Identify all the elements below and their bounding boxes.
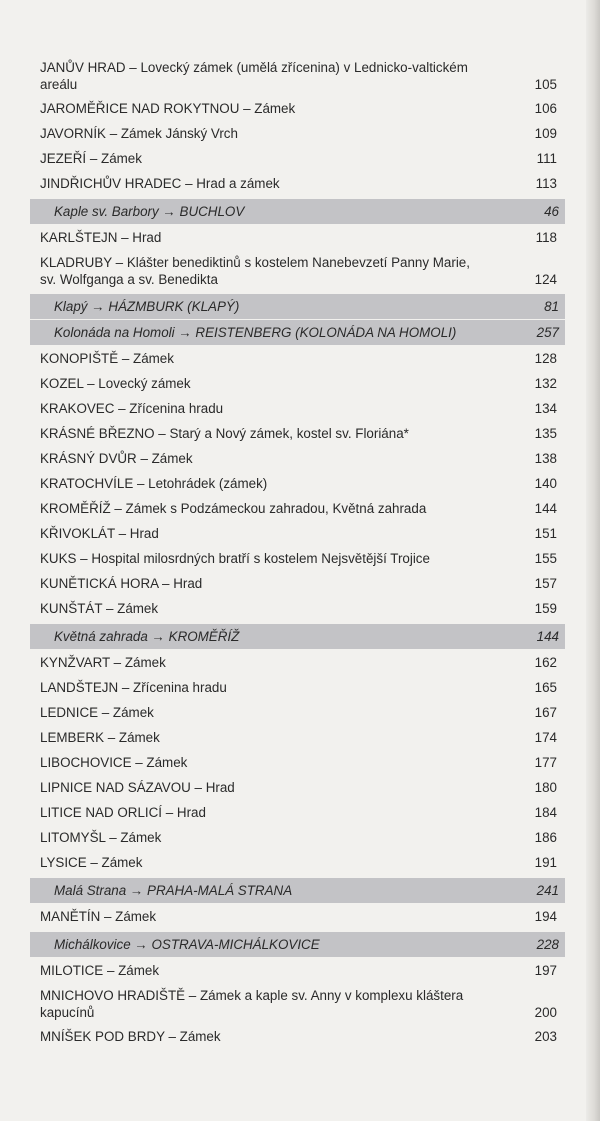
page-number: 197 — [534, 963, 557, 978]
entry-title: KŘIVOKLÁT – Hrad — [40, 526, 159, 541]
cross-reference-row — [30, 624, 565, 649]
cross-reference-text: Kolonáda na Homoli → REISTENBERG (KOLONÁDA NA HOMOLI) — [54, 325, 457, 340]
index-entry — [30, 985, 565, 1026]
page-number: 151 — [534, 526, 557, 541]
index-entry — [30, 548, 565, 573]
index-entry — [30, 98, 565, 123]
page-number: 167 — [534, 705, 557, 720]
index-entry — [30, 523, 565, 548]
entry-title: KYNŽVART – Zámek — [40, 655, 166, 670]
index-entry — [30, 906, 565, 931]
entry-title: LYSICE – Zámek — [40, 855, 143, 870]
cross-reference-row — [30, 199, 565, 224]
entry-title: LEMBERK – Zámek — [40, 730, 160, 745]
page-number: 128 — [534, 351, 557, 366]
page-number: 186 — [534, 830, 557, 845]
index-entry — [30, 348, 565, 373]
entry-title: JAROMĚŘICE NAD ROKYTNOU – Zámek — [40, 101, 296, 116]
index-entry — [30, 148, 565, 173]
entry-title: KRÁSNÝ DVŮR – Zámek — [40, 451, 193, 466]
index-entry — [30, 423, 565, 448]
page-number: 144 — [534, 501, 557, 516]
entry-title: KROMĚŘÍŽ – Zámek s Podzámeckou zahradou, Květná zahrada — [40, 501, 427, 516]
page-number: 241 — [536, 883, 559, 898]
index-entry — [30, 173, 565, 198]
index-entry — [30, 598, 565, 623]
page-number: 81 — [544, 299, 559, 314]
index-entry — [30, 448, 565, 473]
page-number: 46 — [544, 204, 559, 219]
index-entry — [30, 57, 565, 98]
page-number: 138 — [534, 451, 557, 466]
cross-reference-text: Michálkovice → OSTRAVA-MICHÁLKOVICE — [54, 937, 320, 952]
page-number: 132 — [534, 376, 557, 391]
entry-title: LIPNICE NAD SÁZAVOU – Hrad — [40, 780, 235, 795]
entry-title: KRÁSNÉ BŘEZNO – Starý a Nový zámek, kostel sv. Floriána* — [40, 426, 409, 441]
entry-title: KUKS – Hospital milosrdných bratří s kostelem Nejsvětější Trojice — [40, 551, 430, 566]
index-entry — [30, 123, 565, 148]
index-entry — [30, 398, 565, 423]
page-number: 257 — [536, 325, 559, 340]
cross-reference-text: Květná zahrada → KROMĚŘÍŽ — [54, 629, 240, 644]
page-number: 134 — [534, 401, 557, 416]
page-number: 140 — [534, 476, 557, 491]
entry-title: MILOTICE – Zámek — [40, 963, 160, 978]
page-number: 144 — [536, 629, 559, 644]
index-entry — [30, 677, 565, 702]
page-number: 165 — [534, 680, 557, 695]
page-number: 191 — [534, 855, 557, 870]
page-number: 118 — [535, 230, 557, 245]
entry-title: LITICE NAD ORLICÍ – Hrad — [40, 805, 206, 820]
index-entry — [30, 473, 565, 498]
index-entry — [30, 827, 565, 852]
page-number: 124 — [534, 272, 557, 287]
entry-title: KOZEL – Lovecký zámek — [40, 376, 191, 391]
cross-reference-text: Klapý → HÁZMBURK (KLAPÝ) — [54, 299, 240, 314]
entry-title: KRAKOVEC – Zřícenina hradu — [40, 401, 224, 416]
index-entry — [30, 652, 565, 677]
page-number: 180 — [534, 780, 557, 795]
page-number: 177 — [534, 755, 557, 770]
index-entry — [30, 573, 565, 598]
page-number: 135 — [534, 426, 557, 441]
page-number: 228 — [536, 937, 559, 952]
entry-title: KONOPIŠTĚ – Zámek — [40, 351, 174, 366]
page-number: 111 — [536, 151, 557, 166]
page-number: 155 — [534, 551, 557, 566]
page-number: 200 — [534, 1005, 557, 1020]
index-entry — [30, 852, 565, 877]
index-entry — [30, 227, 565, 252]
page-number: 109 — [534, 126, 557, 141]
entry-title: JEZEŘÍ – Zámek — [40, 151, 142, 166]
entry-title: LANDŠTEJN – Zřícenina hradu — [40, 680, 227, 695]
index-entry — [30, 498, 565, 523]
page-number: 194 — [534, 909, 557, 924]
index-entry — [30, 373, 565, 398]
cross-reference-text: Kaple sv. Barbory → BUCHLOV — [54, 204, 245, 219]
entry-title: LIBOCHOVICE – Zámek — [40, 755, 188, 770]
entry-title: LITOMYŠL – Zámek — [40, 830, 162, 845]
page-number: 162 — [534, 655, 557, 670]
entry-title: LEDNICE – Zámek — [40, 705, 154, 720]
page-number: 106 — [534, 101, 557, 116]
page-edge — [586, 0, 600, 1121]
index-entry — [30, 752, 565, 777]
index-entry — [30, 252, 565, 293]
cross-reference-row — [30, 878, 565, 903]
index-entry — [30, 1026, 565, 1051]
entry-title: MNÍŠEK POD BRDY – Zámek — [40, 1029, 221, 1044]
entry-title: KARLŠTEJN – Hrad — [40, 230, 162, 245]
index-entry — [30, 702, 565, 727]
page-number: 105 — [534, 77, 557, 92]
cross-reference-row — [30, 932, 565, 957]
page-number: 159 — [534, 601, 557, 616]
entry-title: JANŮV HRAD – Lovecký zámek (umělá zřícenina) v Lednicko-valtickém areálu — [40, 60, 468, 92]
index-entry — [30, 727, 565, 752]
entry-title: JINDŘICHŮV HRADEC – Hrad a zámek — [40, 176, 280, 191]
entry-title: KLADRUBY – Klášter benediktinů s kostelem Nanebevzetí Panny Marie, sv. Wolfganga a sv. Benedikta — [40, 255, 470, 287]
index-entry — [30, 960, 565, 985]
page-number: 203 — [534, 1029, 557, 1044]
entry-title: KUNĚTICKÁ HORA – Hrad — [40, 576, 203, 591]
cross-reference-row — [30, 320, 565, 345]
cross-reference-text: Malá Strana → PRAHA-MALÁ STRANA — [54, 883, 293, 898]
cross-reference-row — [30, 294, 565, 319]
entry-title: MANĚTÍN – Zámek — [40, 909, 157, 924]
index-entry — [30, 777, 565, 802]
page-number: 157 — [534, 576, 557, 591]
page-number: 113 — [535, 176, 557, 191]
entry-title: JAVORNÍK – Zámek Jánský Vrch — [40, 126, 238, 141]
entry-title: MNICHOVO HRADIŠTĚ – Zámek a kaple sv. Anny v komplexu kláštera kapucínů — [40, 988, 464, 1020]
entry-title: KRATOCHVÍLE – Letohrádek (zámek) — [40, 476, 268, 491]
index-list — [30, 57, 565, 1051]
index-entry — [30, 802, 565, 827]
entry-title: KUNŠTÁT – Zámek — [40, 601, 159, 616]
page-number: 174 — [534, 730, 557, 745]
page-number: 184 — [534, 805, 557, 820]
